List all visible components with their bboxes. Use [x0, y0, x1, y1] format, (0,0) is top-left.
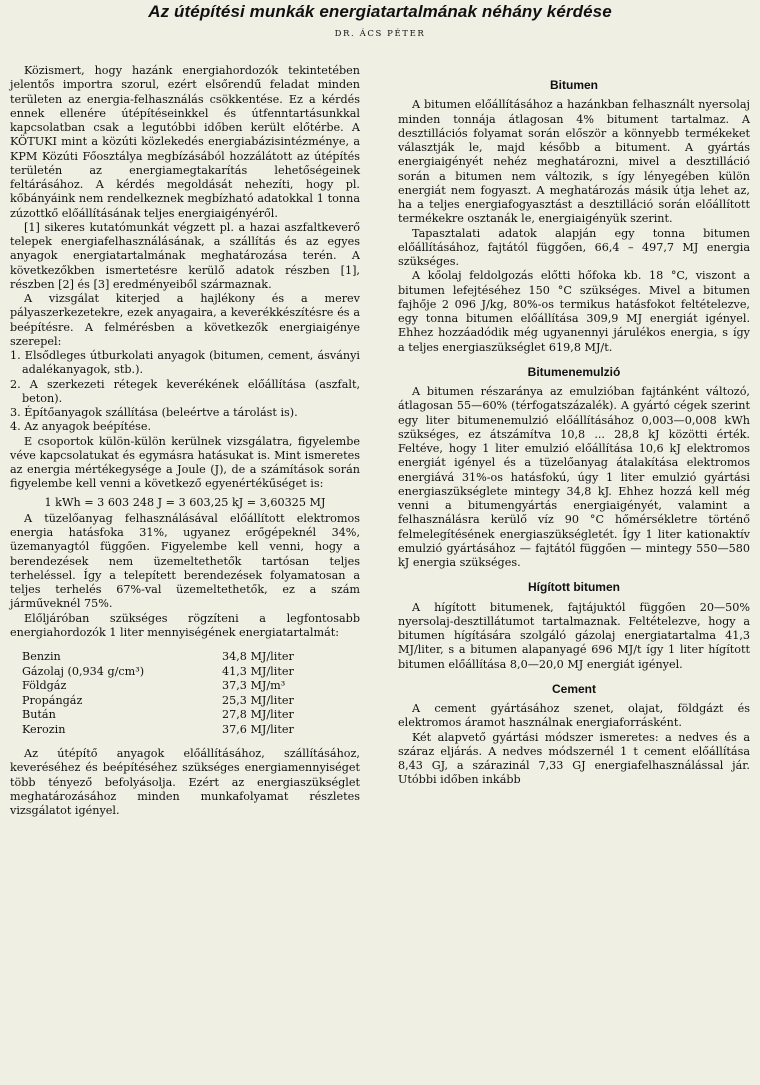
paragraph-bitumen-3: A kőolaj feldolgozás előtti hőfoka kb. 18 °C, viszont a bitumen lefejtéséhez 150 °C szükséges. Mivel a bitumen fajhője 2 096 J/kg, 80%-os termikus hatásfokot feltételezve, egy tonna bitumen előállítása 309,9 MJ energiát igényel. Ehhez hozzáadódik még ugyanennyi járulékos energia, s így a teljes energiaszükséglet 619,8 MJ/t.: [398, 269, 750, 354]
fuel-energy-table: [22, 650, 322, 737]
section-title-bitumen: Bitumen: [550, 78, 598, 92]
author-line: DR. ÁCS PÉTER: [334, 29, 426, 39]
fuel-value: 37,3 MJ/m³: [222, 679, 286, 692]
list-item: 1. Elsődleges útburkolati anyagok (bitumen, cement, ásványi adalékanyagok, stb.).: [10, 349, 360, 377]
table-row: [22, 665, 322, 680]
fuel-name: Benzin: [22, 650, 61, 663]
article-body: [10, 64, 750, 818]
fuel-name: Földgáz: [22, 679, 67, 692]
right-column: [398, 64, 750, 818]
fuel-value: 41,3 MJ/liter: [222, 664, 294, 678]
section-title-bitumenemulzio: Bitumenemulzió: [527, 364, 621, 379]
fuel-name: Gázolaj (0,934 g/cm³): [22, 664, 145, 678]
section-title-cement: Cement: [551, 681, 596, 696]
paragraph-conclusion: Az útépítő anyagok előállításához, szállításához, keveréséhez és beépítéséhez szükséges energiamennyiséget több tényező befolyásolja. Ezért az energiaszükséglet meghatározásához minden munkafolyamat részletes vizsgálatot igényel.: [10, 747, 360, 817]
paragraph-fuels-intro: Előljáróban szükséges rögzíteni a legfontosabb energiahordozók 1 liter mennyiségének energiatartalmát:: [10, 611, 360, 639]
paragraph-higitott: A hígított bitumenek, fajtájuktól függően 20—50% nyersolaj-desztillátumot tartalmaznak. Feltételezve, hogy a bitumen hígítására szolgáló gázolaj energiatartalma 41,3 MJ/liter, s a bitumen alapanyagé 696 MJ/t így 1 liter hígított bitumen előállítása 8,0—20,0 MJ energiát igényel.: [398, 600, 750, 671]
paragraph-scope: A vizsgálat kiterjed a hajlékony és a merev pályaszerkezetekre, ezek anyagaira, a keverékkészítésre és a beépítésre. A felmérésben a következők energiaigénye szerepel:: [10, 292, 360, 348]
paragraph-units: E csoportok külön-külön kerülnek vizsgálatra, figyelembe véve kapcsolatukat és egymásra hatásukat is. Mint ismeretes az energia mértékegysége a Joule (J), de a számítások során figyelembe kell venni a következő egyenértékűséget is:: [10, 434, 360, 491]
article-title: Az útépítési munkák energiatartalmának néhány kérdése: [148, 2, 612, 21]
paragraph-bitumen-2: Tapasztalati adatok alapján egy tonna bitumen előállításához, fajtától függően, 66,4 – 497,7 MJ energia szükséges.: [398, 226, 750, 268]
list-item: 4. Az anyagok beépítése.: [10, 420, 152, 434]
paragraph-cement-1: A cement gyártásához szenet, olajat, földgázt és elektromos áramot használnak energiaforrásként.: [398, 702, 750, 730]
list-item: 2. A szerkezeti rétegek keverékének előállítása (aszfalt, beton).: [10, 377, 360, 405]
paragraph-efficiency: A tüzelőanyag felhasználásával előállított elektromos energia hatásfoka 31%, ugyanez erőgépeknél 34%, üzemanyagtól függően. Figyelembe kell venni, hogy a berendezések nem üzemeltethetők tartósan teljes terheléssel. Így a telepített berendezések folyamatosan a teljes terhelés 67%-val üzemeltethetők, ez a szám járműveknél 75%.: [10, 511, 360, 611]
paragraph-cement-2: Két alapvető gyártási módszer ismeretes: a nedves és a száraz eljárás. A nedves módszernél 1 t cement előállítása 8,43 GJ, a szárazinál 7,33 GJ energiafelhasználással jár. Utóbbi időben inkább: [398, 730, 750, 787]
table-row: [22, 679, 322, 694]
fuel-value: 25,3 MJ/liter: [222, 693, 294, 707]
fuel-name: Propángáz: [22, 693, 83, 707]
fuel-name: Bután: [22, 708, 56, 721]
left-column: [10, 64, 360, 818]
table-row: [22, 650, 322, 665]
table-row: [22, 708, 322, 723]
paragraph-bitumen-1: A bitumen előállításához a hazánkban felhasznált nyersolaj minden tonnája átlagosan 4% bitument tartalmaz. A desztillációs folyamat során először a könnyebb termékeket választják le, majd később a bitument. A gyártás energiaigényét nehéz meghatározni, mivel a desztilláció során a bitumen nem változik, s így lényegében külön energiát nem fogyaszt. A meghatározás másik útja lehet az, ha a teljes energiafogyasztást a desztilláció során előállított termékekre osztanák le, energiaigényük szerint.: [398, 98, 750, 226]
section-title-higitott-bitumen: Hígított bitumen: [528, 580, 620, 595]
list-item: 3. Építőanyagok szállítása (beleértve a tárolást is).: [10, 406, 298, 419]
fuel-name: Kerozin: [22, 722, 66, 736]
paragraph-intro: Közismert, hogy hazánk energiahordozók tekintetében jelentős importra szorul, ezért elsőrendű feladat minden területen az energia-felhasználás csökkentése. Ez a kérdés ennek ellenére útépítéseinkkel és útfenntartásunkkal kapcsolatban csak a legutóbbi időben került előtérbe. A KÖTUKI mint a közúti közlekedés energiabázisintézménye, a KPM Közúti Főosztálya megbízásából hozzálátott az útépítés területén az energiamegtakarítás lehetőségeinek feltárásához. A kérdés megoldását nehezíti, hogy pl. kőbányáink nem rendelkeznek megbízható adatokkal 1 tonna zúzottkő előállításának teljes energiaigényéről.: [10, 64, 360, 220]
fuel-value: 34,8 MJ/liter: [222, 650, 294, 663]
table-row: [22, 723, 322, 738]
energy-equivalence-equation: 1 kWh = 3 603 248 J = 3 603,25 kJ = 3,60325 MJ: [44, 495, 326, 509]
paragraph-emulzio: A bitumen részaránya az emulzióban fajtánként változó, átlagosan 55—60% (térfogatszázalék). A gyártó cégek szerint egy liter bitumenemulzió előállításához 0,003—0,008 kWh szükséges, ez átszámítva 10,8 ... 28,8 kJ közötti érték. Feltéve, hogy 1 liter emulzió előállítása 10,6 kJ elektromos energiát igényel és a tüzelőanyag átalakítása elektromos energiává 31%-os hatásfokú, úgy 1 liter emulzió gyártási energiaszükséglete mintegy 34,8 kJ. Ehhez hozzá kell még venni a bitumengyártás energiaigényét, valamint a felhasználásra kerülő víz 90 °C hőmérsékletre történő felmelegítésének energiaszükségletét. Így 1 liter kationaktív emulzió gyártásához — fajtától függően — mintegy 550—580 kJ energia szükséges.: [398, 385, 750, 569]
fuel-value: 27,8 MJ/liter: [222, 708, 294, 721]
paragraph-research: [1] sikeres kutatómunkát végzett pl. a hazai aszfaltkeverő telepek energiafelhasználásának, a szállítás és az egyes anyagok energiatartalmának meghatározása terén. A következőkben ismertetésre kerülő adatok részben [1], részben [2] és [3] eredményeiből származnak.: [10, 220, 360, 291]
survey-items-list: [10, 349, 360, 435]
fuel-value: 37,6 MJ/liter: [222, 722, 294, 736]
table-row: [22, 694, 322, 709]
